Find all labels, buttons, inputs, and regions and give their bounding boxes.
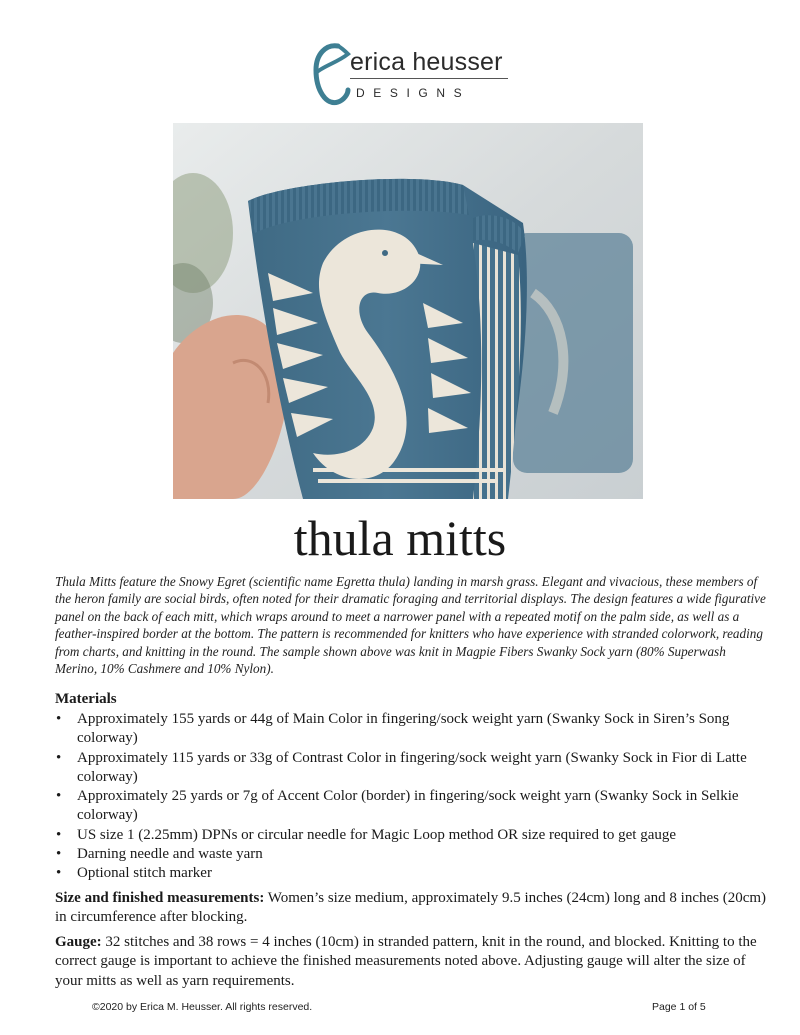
bullet: • — [56, 865, 62, 882]
list-item-text: Darning needle and waste yarn — [77, 846, 263, 863]
brand-subtitle: DESIGNS — [356, 86, 471, 100]
list-item — [55, 710, 775, 749]
knitted-mitt-photo — [173, 123, 643, 499]
intro-paragraph: Thula Mitts feature the Snowy Egret (scientific name Egretta thula) landing in marsh grass. Elegant and vivacious, these members of the heron family are social birds, often noted for their dramatic foraging and territorial displays. The design features a wide figurative panel on the back of each mitt, which wraps around to meet a narrower panel with a repeated motif on the palm side, as well as a feather-inspired border at the bottom. The pattern is recommended for knitters who have experience with stranded colorwork, reading from charts, and knitting in the round. The sample shown above was knit in Magpie Fibers Swanky Sock yarn (80% Superwash Merino, 10% Cashmere and 10% Nylon). — [55, 574, 766, 677]
bullet: • — [56, 788, 62, 805]
bullet: • — [56, 749, 62, 766]
copyright-footer: ©2020 by Erica M. Heusser. All rights reserved. — [92, 1001, 313, 1013]
gauge-text: 32 stitches and 38 rows = 4 inches (10cm) in stranded pattern, knit in the round, and blocked. Knitting to the correct gauge is important to achieve the finished measurements noted above. Adjusting gauge will alter the size of your mitts as well as yarn requirements. — [55, 934, 757, 989]
script-e-logo-icon — [308, 40, 352, 112]
bullet: • — [56, 826, 62, 843]
bullet: • — [56, 846, 62, 863]
size-paragraph — [55, 889, 770, 928]
list-item-text: Optional stitch marker — [77, 865, 212, 882]
pattern-title: thula mitts — [293, 510, 507, 566]
materials-list — [55, 710, 775, 884]
gauge-label: Gauge: — [55, 934, 102, 950]
brand-name: erica heusser — [350, 48, 503, 76]
materials-heading: Materials — [55, 691, 117, 707]
list-item — [55, 749, 775, 788]
size-label: Size and finished measurements: — [55, 890, 265, 906]
brand-logo — [306, 40, 516, 112]
gauge-paragraph — [55, 933, 770, 991]
list-item — [55, 787, 775, 826]
list-item-text: Approximately 115 yards or 33g of Contrast Color in fingering/sock weight yarn (Swanky Sock in Fior di Latte colorway) — [77, 749, 747, 785]
size-text: Women’s size medium, approximately 9.5 inches (24cm) long and 8 inches (20cm) in circumference after blocking. — [55, 890, 767, 926]
page-number: Page 1 of 5 — [652, 1001, 706, 1013]
bullet: • — [56, 711, 62, 727]
list-item-text: Approximately 155 yards or 44g of Main Color in fingering/sock weight yarn (Swanky Sock in Siren’s Song colorway) — [77, 711, 730, 747]
list-item — [55, 864, 775, 883]
list-item-text: US size 1 (2.25mm) DPNs or circular needle for Magic Loop method OR size required to get gauge — [77, 826, 677, 843]
logo-divider — [350, 78, 508, 79]
list-item — [55, 826, 775, 845]
list-item-text: Approximately 25 yards or 7g of Accent Color (border) in fingering/sock weight yarn (Swanky Sock in Selkie colorway) — [77, 788, 739, 824]
list-item — [55, 845, 775, 864]
